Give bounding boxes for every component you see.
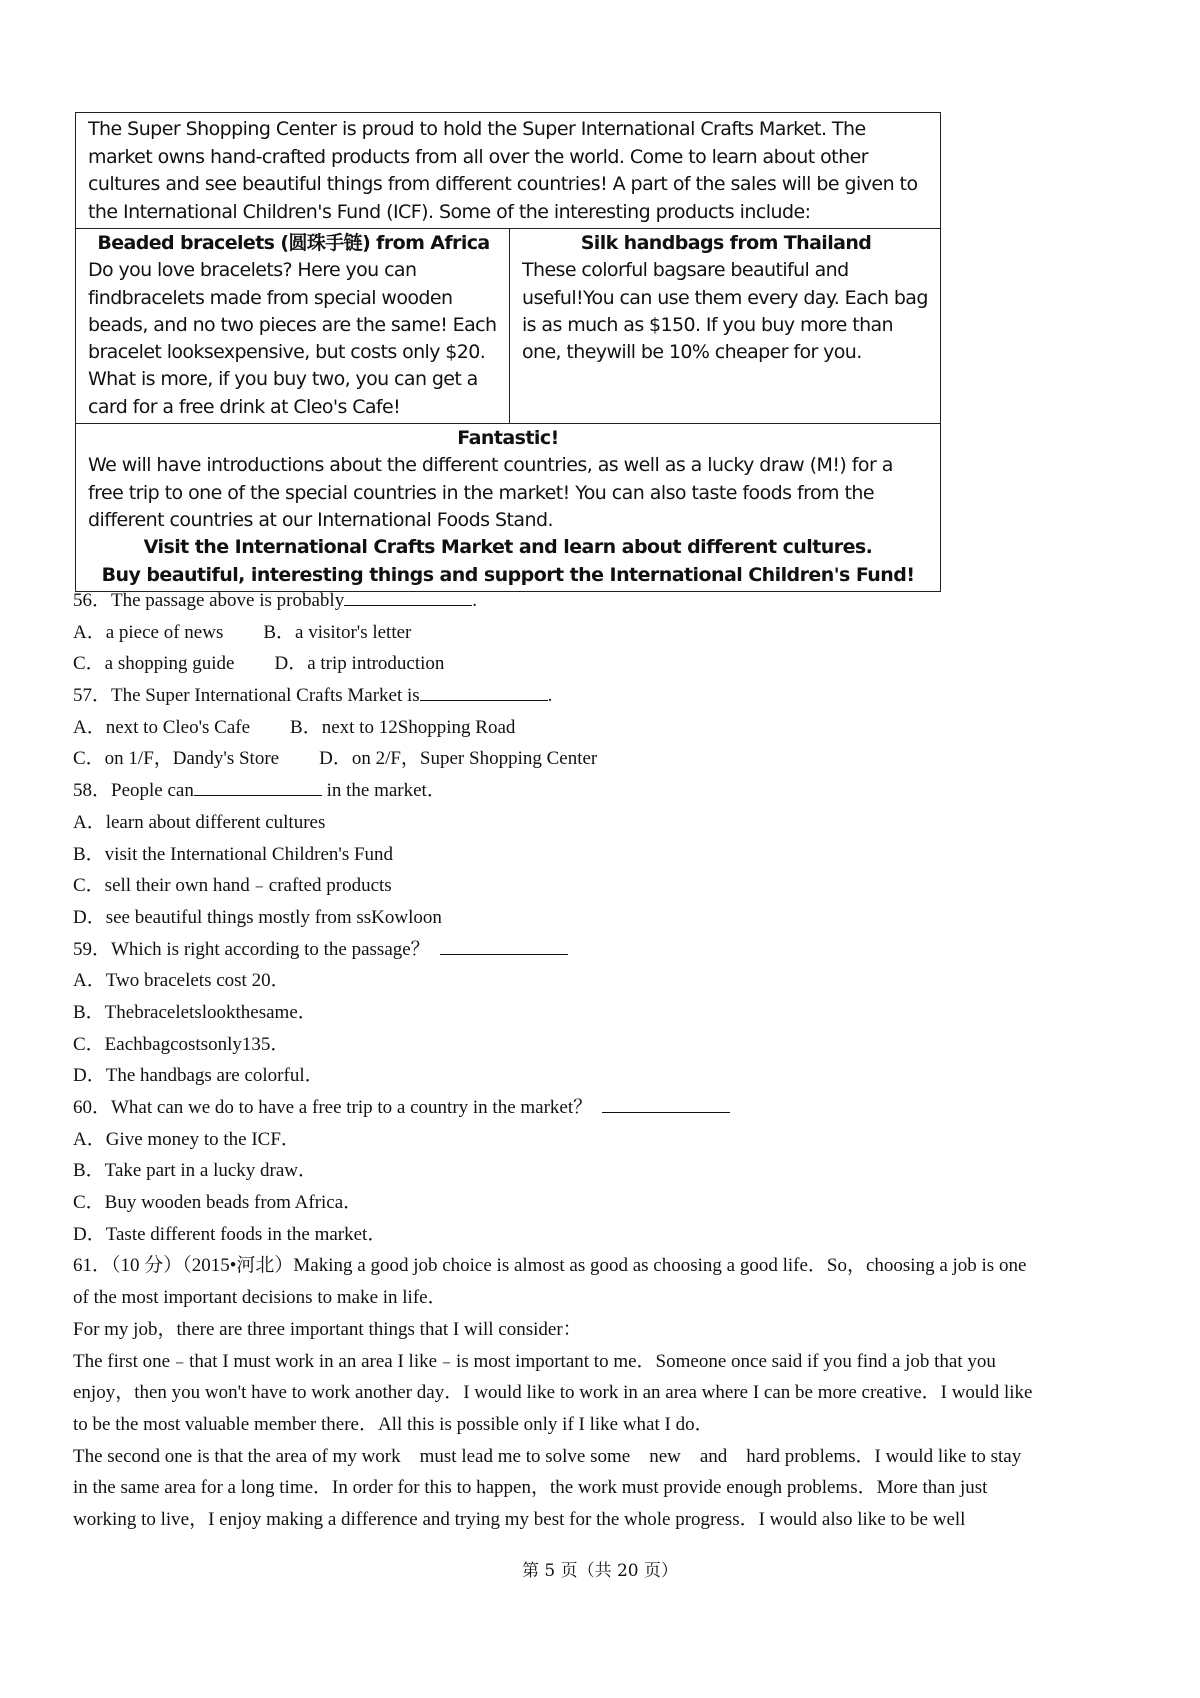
- option-d[interactable]: D．a trip introduction: [274, 653, 445, 675]
- question-61-line: enjoy，then you won't have to work another day．I would like to work in an area where I can be more creative．I would like: [73, 1382, 1033, 1404]
- option-a[interactable]: A．Two bracelets cost 20．: [73, 970, 290, 992]
- option-b[interactable]: B．Thebraceletslookthesame．: [73, 1001, 317, 1023]
- option-b[interactable]: B．visit the International Children's Fund: [73, 843, 394, 865]
- fantastic-title: Fantastic!: [457, 427, 559, 450]
- option-c[interactable]: C．Eachbagcostsonly135．: [73, 1033, 290, 1055]
- option-c[interactable]: C．on 1/F，Dandy's Store: [73, 748, 280, 770]
- question-61-line: The first one﹣that I must work in an area I like﹣is most important to me．Someone once said if you find a job that you: [73, 1350, 996, 1372]
- answer-blank[interactable]: [420, 680, 548, 701]
- question-61-line: to be the most valuable member there．All this is possible only if I like what I do．: [73, 1413, 714, 1435]
- question-60: [73, 1092, 1143, 1124]
- slogan-buy: Buy beautiful, interesting things and support the International Children's Fund!: [101, 563, 915, 586]
- handbags-cell: [510, 229, 940, 423]
- questions-section: [73, 585, 1143, 1536]
- option-a[interactable]: A．Give money to the ICF．: [73, 1128, 300, 1150]
- option-d[interactable]: D．on 2/F，Super Shopping Center: [319, 748, 598, 770]
- option-a[interactable]: A．next to Cleo's Cafe: [73, 716, 251, 738]
- question-57-end: .: [547, 685, 553, 707]
- answer-blank[interactable]: [602, 1092, 730, 1113]
- option-b[interactable]: B．a visitor's letter: [263, 621, 412, 643]
- question-56-stem: 56．The passage above is probably: [73, 590, 345, 611]
- slogan-visit: Visit the International Crafts Market and learn about different cultures.: [143, 536, 873, 559]
- option-d[interactable]: D．The handbags are colorful．: [73, 1065, 324, 1087]
- option-a[interactable]: A．learn about different cultures: [73, 811, 326, 833]
- question-61-line: in the same area for a long time．In order for this to happen，the work must provide enough problems．More than just: [73, 1477, 988, 1499]
- ad-intro-text: The Super Shopping Center is proud to hold the Super International Crafts Market. The market owns hand-crafted products from all over the world. Come to learn about other cultures and see beautiful things from different countries! A part of the sales will be given to the International Children's Fund (ICF). Some of the interesting products include:: [76, 113, 940, 229]
- handbags-title: Silk handbags from Thailand: [580, 232, 872, 254]
- question-61-line: of the most important decisions to make in life．: [73, 1287, 447, 1309]
- question-60-stem: 60．What can we do to have a free trip to a country in the market？: [73, 1097, 593, 1118]
- ad-products-row: [76, 229, 940, 424]
- option-d[interactable]: D．Taste different foods in the market．: [73, 1223, 387, 1245]
- bracelets-title: Beaded bracelets (圆珠手链) from Africa: [97, 232, 490, 254]
- option-c[interactable]: C．sell their own hand﹣crafted products: [73, 875, 392, 897]
- option-c[interactable]: C．a shopping guide: [73, 653, 235, 675]
- question-61-line: For my job，there are three important things that I will consider：: [73, 1318, 582, 1340]
- bracelets-text: Do you love bracelets? Here you can findbracelets made from special wooden beads, and no two pieces are the same! Each bracelet looksexpensive, but costs only $20. What is more, if you buy two, you can get a card for a free drink at Cleo's Cafe!: [88, 259, 497, 418]
- option-b[interactable]: B．Take part in a lucky draw．: [73, 1160, 318, 1182]
- question-57: [73, 680, 1143, 712]
- question-57-options-cd: [73, 743, 1143, 775]
- bracelets-cell: [76, 229, 510, 423]
- question-56: [73, 585, 1143, 617]
- advertisement-box: [75, 112, 941, 592]
- option-b[interactable]: B．next to 12Shopping Road: [290, 716, 516, 738]
- answer-blank[interactable]: [194, 775, 322, 796]
- page-footer: 第 5 页（共 20 页）: [521, 1561, 679, 1581]
- option-c[interactable]: C．Buy wooden beads from Africa．: [73, 1192, 363, 1214]
- question-58-stem: 58．People can: [73, 780, 194, 802]
- question-56-options-cd: [73, 648, 1143, 680]
- question-57-options-ab: [73, 712, 1143, 744]
- question-56-end: .: [472, 590, 477, 611]
- option-a[interactable]: A．a piece of news: [73, 621, 224, 643]
- question-57-stem: 57．The Super International Crafts Market is: [73, 685, 420, 707]
- ad-fantastic-section: [76, 424, 940, 591]
- answer-blank[interactable]: [440, 934, 568, 955]
- question-58-end: in the market．: [321, 780, 446, 802]
- answer-blank[interactable]: [344, 585, 472, 606]
- question-59: [73, 934, 1143, 966]
- question-61-line: The second one is that the area of my work must lead me to solve some new and hard problems．I would like to stay: [73, 1445, 1022, 1467]
- question-56-options-ab: [73, 617, 1143, 649]
- question-58: [73, 775, 1143, 807]
- question-61-line: 61．（10 分）（2015•河北）Making a good job choice is almost as good as choosing a good life．So，choosing a job is one: [73, 1255, 1027, 1277]
- question-59-stem: 59．Which is right according to the passage？: [73, 938, 430, 960]
- fantastic-text: We will have introductions about the different countries, as well as a lucky draw (M!) for a free trip to one of the special countries in the market! You can also taste foods from the different countries at our International Foods Stand.: [88, 454, 893, 531]
- handbags-text: These colorful bagsare beautiful and useful!You can use them every day. Each bag is as much as $150. If you buy more than one, theywill be 10% cheaper for you.: [522, 259, 928, 364]
- question-61-line: working to live，I enjoy making a difference and trying my best for the whole progress．I would also like to be well: [73, 1508, 966, 1530]
- option-d[interactable]: D．see beautiful things mostly from ssKowloon: [73, 906, 442, 928]
